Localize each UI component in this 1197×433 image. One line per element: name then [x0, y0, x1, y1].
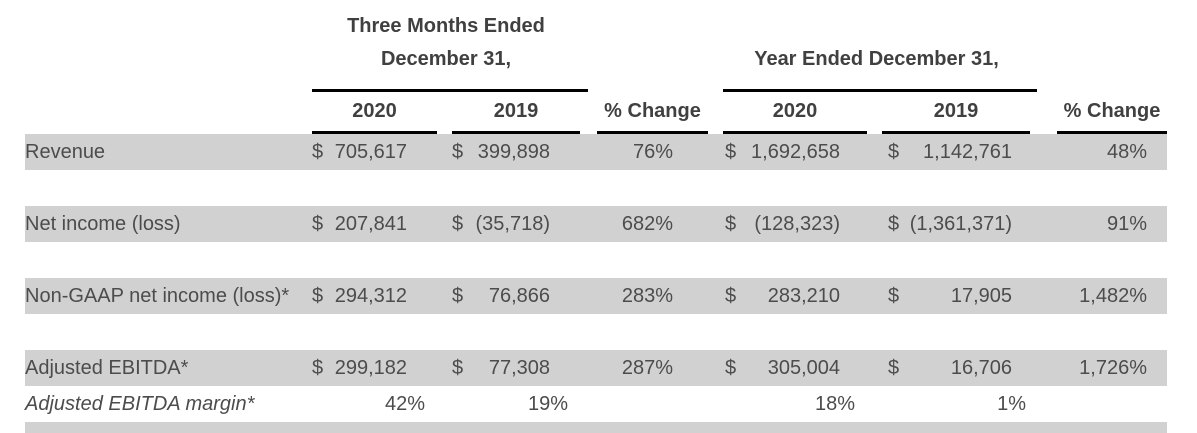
- dollar-sign: $: [725, 356, 737, 379]
- three-months-group-header-line1: Three Months Ended: [347, 14, 545, 37]
- label-column-spacer: [25, 78, 312, 92]
- dollar-sign: $: [725, 140, 737, 163]
- dollar-sign: $: [312, 284, 324, 307]
- cell-tm-2019: [452, 213, 580, 236]
- row-label: Revenue: [25, 140, 106, 163]
- cell-value: (128,323): [754, 212, 840, 235]
- col-header-yr-percent-change: % Change: [1057, 92, 1167, 134]
- gutter: [588, 78, 723, 92]
- cell-value: 1,692,658: [751, 140, 840, 163]
- table-row-adjusted-ebitda-margin: [25, 386, 1167, 422]
- column-header-row: [25, 92, 1167, 134]
- cell-value: 305,004: [767, 356, 840, 379]
- dollar-sign: $: [888, 356, 900, 379]
- cell-tm-2020: [312, 141, 437, 164]
- cell-value: 299,182: [334, 356, 407, 379]
- cell-yr-2020: [723, 285, 867, 308]
- table-row-non-gaap-net-income: [25, 278, 1167, 314]
- cell-tm-2019: [452, 141, 580, 164]
- spacer-row: [25, 242, 1167, 278]
- cell-yr-2019: [882, 285, 1030, 308]
- year-group-header: Year Ended December 31,: [754, 47, 999, 70]
- cell-yr-percent-change: 91%: [1106, 212, 1147, 235]
- group-rule-row: [25, 78, 1167, 92]
- cell-value: 705,617: [334, 140, 407, 163]
- year-group-rule: [723, 78, 1037, 92]
- cell-tm-2020: [312, 213, 437, 236]
- dollar-sign: $: [312, 212, 324, 235]
- dollar-sign: $: [452, 212, 464, 235]
- cell-yr-percent-change: 1,726%: [1079, 356, 1147, 379]
- dollar-sign: $: [312, 140, 324, 163]
- dollar-sign: $: [452, 140, 464, 163]
- cell-value: 77,308: [488, 356, 550, 379]
- cell-yr-percent-change: 48%: [1106, 140, 1147, 163]
- cell-tm-2019: 19%: [527, 392, 568, 415]
- cell-tm-2019: [452, 357, 580, 380]
- gutter: [867, 92, 882, 134]
- row-label: Net income (loss): [25, 212, 181, 235]
- three-months-group-rule: [312, 78, 588, 92]
- row-label: Adjusted EBITDA margin*: [25, 392, 255, 415]
- cell-tm-2020: [312, 285, 437, 308]
- cell-tm-percent-change: 283%: [621, 284, 673, 307]
- cell-yr-2019: [882, 213, 1030, 236]
- cell-yr-2020: [723, 213, 867, 236]
- cell-yr-2019: [882, 141, 1030, 164]
- group-header-row-2: [25, 40, 1167, 78]
- cell-value: 76,866: [488, 284, 550, 307]
- row-label: Non-GAAP net income (loss)*: [25, 284, 290, 307]
- gutter: [708, 92, 723, 134]
- cell-yr-2019: 1%: [997, 392, 1026, 415]
- cell-tm-percent-change: 76%: [632, 140, 673, 163]
- cell-yr-percent-change: 1,482%: [1079, 284, 1147, 307]
- dollar-sign: $: [312, 356, 324, 379]
- cell-tm-percent-change: 287%: [621, 356, 673, 379]
- cell-yr-2020: [723, 141, 867, 164]
- partial-bottom-stripe-row: [25, 422, 1167, 433]
- cell-value: (1,361,371): [909, 212, 1012, 235]
- dollar-sign: $: [452, 356, 464, 379]
- col-header-yr-2020: 2020: [723, 92, 867, 134]
- cell-value: 399,898: [477, 140, 550, 163]
- dollar-sign: $: [888, 140, 900, 163]
- gutter: [1030, 92, 1057, 134]
- dollar-sign: $: [725, 284, 737, 307]
- cell-value: 1,142,761: [923, 140, 1012, 163]
- gutter: [437, 92, 452, 134]
- col-header-yr-2019: 2019: [882, 92, 1030, 134]
- cell-value: 17,905: [950, 284, 1012, 307]
- dollar-sign: $: [888, 284, 900, 307]
- table-row-net-income: [25, 206, 1167, 242]
- table-row-revenue: [25, 134, 1167, 170]
- col-header-tm-percent-change: % Change: [597, 92, 708, 134]
- table-row-adjusted-ebitda: [25, 350, 1167, 386]
- group-header-row-1: [25, 12, 1167, 40]
- cell-value: 294,312: [334, 284, 407, 307]
- dollar-sign: $: [888, 212, 900, 235]
- cell-value: 283,210: [767, 284, 840, 307]
- dollar-sign: $: [452, 284, 464, 307]
- cell-value: 207,841: [334, 212, 407, 235]
- label-column-header: [25, 92, 312, 134]
- row-label: Adjusted EBITDA*: [25, 356, 189, 379]
- cell-yr-2019: [882, 357, 1030, 380]
- cell-yr-2020: 18%: [814, 392, 855, 415]
- cell-tm-percent-change: 682%: [621, 212, 673, 235]
- cell-value: 16,706: [950, 356, 1012, 379]
- cell-value: (35,718): [475, 212, 550, 235]
- spacer-row: [25, 314, 1167, 350]
- col-header-tm-2019: 2019: [452, 92, 580, 134]
- gutter: [580, 92, 597, 134]
- spacer-row: [25, 170, 1167, 206]
- col-header-tm-2020: 2020: [312, 92, 437, 134]
- three-months-group-header-line2: December 31,: [380, 47, 512, 70]
- cell-tm-2019: [452, 285, 580, 308]
- cell-tm-2020: [312, 357, 437, 380]
- cell-yr-2020: [723, 357, 867, 380]
- dollar-sign: $: [725, 212, 737, 235]
- cell-tm-2020: 42%: [384, 392, 425, 415]
